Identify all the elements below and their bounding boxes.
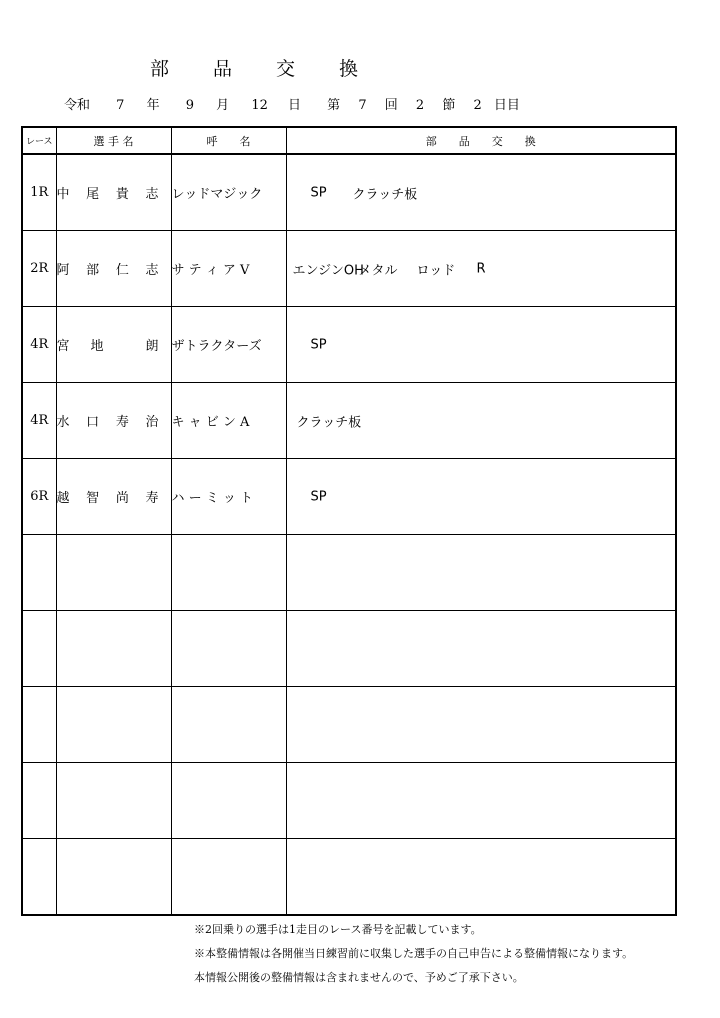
title-char: 換: [339, 58, 359, 80]
day-no-unit: 日目: [493, 98, 520, 113]
player-name-char: 志: [145, 187, 159, 202]
player-name: [56, 611, 171, 687]
player-name: [56, 307, 171, 383]
table-row: [22, 687, 676, 763]
header-nickname: 呼 名: [171, 127, 286, 154]
nickname: [171, 535, 286, 611]
header-race: レース: [22, 127, 56, 154]
player-name-char: 尾: [86, 187, 100, 202]
part-item: メタル: [358, 263, 398, 278]
parts-cell: [286, 687, 676, 763]
part-item: SP: [310, 185, 327, 200]
parts-cell: [286, 383, 676, 459]
nickname: [171, 687, 286, 763]
table-row: [22, 459, 676, 535]
player-name-char: 部: [86, 263, 100, 278]
player-name: [56, 535, 171, 611]
parts-cell: [286, 763, 676, 839]
race-number: [22, 687, 56, 763]
note-line: ※本整備情報は各開催当日練習前に収集した選手の自己申告による整備情報になります。: [194, 947, 634, 960]
player-name: [56, 687, 171, 763]
date-year-unit: 年: [146, 98, 160, 113]
title-char: 品: [213, 58, 233, 80]
player-name-char: 寿: [115, 415, 129, 430]
parts-cell: [286, 307, 676, 383]
player-name-char: 口: [86, 415, 100, 430]
race-number: 2R: [22, 231, 56, 307]
table-row: [22, 535, 676, 611]
table-row: [22, 839, 676, 916]
nickname: ハ ー ミ ッ ト: [171, 459, 286, 535]
part-item: ロッド: [416, 263, 456, 278]
part-item: R: [476, 261, 486, 276]
player-name-char: 智: [86, 491, 100, 506]
parts-cell: [286, 231, 676, 307]
player-name: [56, 231, 171, 307]
player-name-char: 仁: [115, 263, 129, 278]
race-number: 6R: [22, 459, 56, 535]
table-row: [22, 154, 676, 231]
nickname: キ ャ ビ ン A: [171, 383, 286, 459]
player-name-char: 朗: [145, 339, 159, 354]
race-number: [22, 611, 56, 687]
notes: [194, 918, 633, 990]
player-name-char: 貴: [115, 187, 129, 202]
meet-prefix: 第: [327, 98, 341, 113]
player-name: [56, 763, 171, 839]
nickname: サ テ ィ ア V: [171, 231, 286, 307]
date-day: 12: [251, 98, 268, 113]
parts-exchange-table: [21, 126, 677, 916]
table-row: [22, 231, 676, 307]
date-year: 7: [116, 98, 125, 113]
player-name-char: 治: [145, 415, 159, 430]
part-item: クラッチ板: [352, 187, 418, 202]
nickname: ザトラクターズ: [171, 307, 286, 383]
race-number: [22, 839, 56, 916]
player-name-char: 志: [145, 263, 159, 278]
player-name: [56, 839, 171, 916]
player-name-char: 中: [56, 187, 70, 202]
nickname: [171, 763, 286, 839]
date-day-unit: 日: [288, 98, 302, 113]
title-char: 交: [276, 58, 296, 80]
player-name: [56, 459, 171, 535]
meet-no: 7: [358, 98, 367, 113]
nickname: [171, 611, 286, 687]
part-item: SP: [310, 337, 327, 352]
section-no: 2: [415, 98, 425, 113]
parts-cell: [286, 611, 676, 687]
nickname: レッドマジック: [171, 154, 286, 231]
title-char: 部: [150, 58, 170, 80]
nickname: [171, 839, 286, 916]
table-row: [22, 611, 676, 687]
table-header-row: [22, 127, 676, 154]
player-name-char: 宮: [56, 339, 70, 354]
document-title: [150, 54, 402, 81]
player-name-char: 水: [56, 415, 70, 430]
race-number: 4R: [22, 307, 56, 383]
header-player: 選 手 名: [56, 127, 171, 154]
parts-cell: [286, 535, 676, 611]
race-number: [22, 763, 56, 839]
meet-unit: 回: [384, 98, 398, 113]
table-row: [22, 763, 676, 839]
date-line: [64, 94, 520, 113]
race-number: 1R: [22, 154, 56, 231]
note-line: ※2回乗りの選手は1走目のレース番号を記載しています。: [194, 923, 482, 936]
date-era: 令和: [64, 98, 91, 113]
day-no: 2: [473, 98, 482, 113]
part-item: クラッチ板: [296, 415, 362, 430]
date-month-unit: 月: [216, 98, 230, 113]
race-number: 4R: [22, 383, 56, 459]
player-name: [56, 154, 171, 231]
player-name-char: 寿: [145, 491, 159, 506]
race-number: [22, 535, 56, 611]
player-name-char: 地: [90, 339, 104, 354]
parts-cell: [286, 154, 676, 231]
parts-cell: [286, 459, 676, 535]
section-unit: 節: [442, 98, 456, 113]
part-item: SP: [310, 489, 327, 504]
player-name-char: 越: [56, 491, 70, 506]
note-line: 本情報公開後の整備情報は含まれませんので、予めご了承下さい。: [194, 971, 524, 984]
part-item: エンジンOH: [292, 263, 364, 278]
date-month: 9: [185, 98, 195, 113]
player-name-char: 尚: [115, 491, 129, 506]
table-row: [22, 307, 676, 383]
header-parts: 部 品 交 換: [286, 127, 676, 154]
player-name: [56, 383, 171, 459]
table-row: [22, 383, 676, 459]
parts-cell: [286, 839, 676, 916]
player-name-char: 阿: [56, 263, 70, 278]
